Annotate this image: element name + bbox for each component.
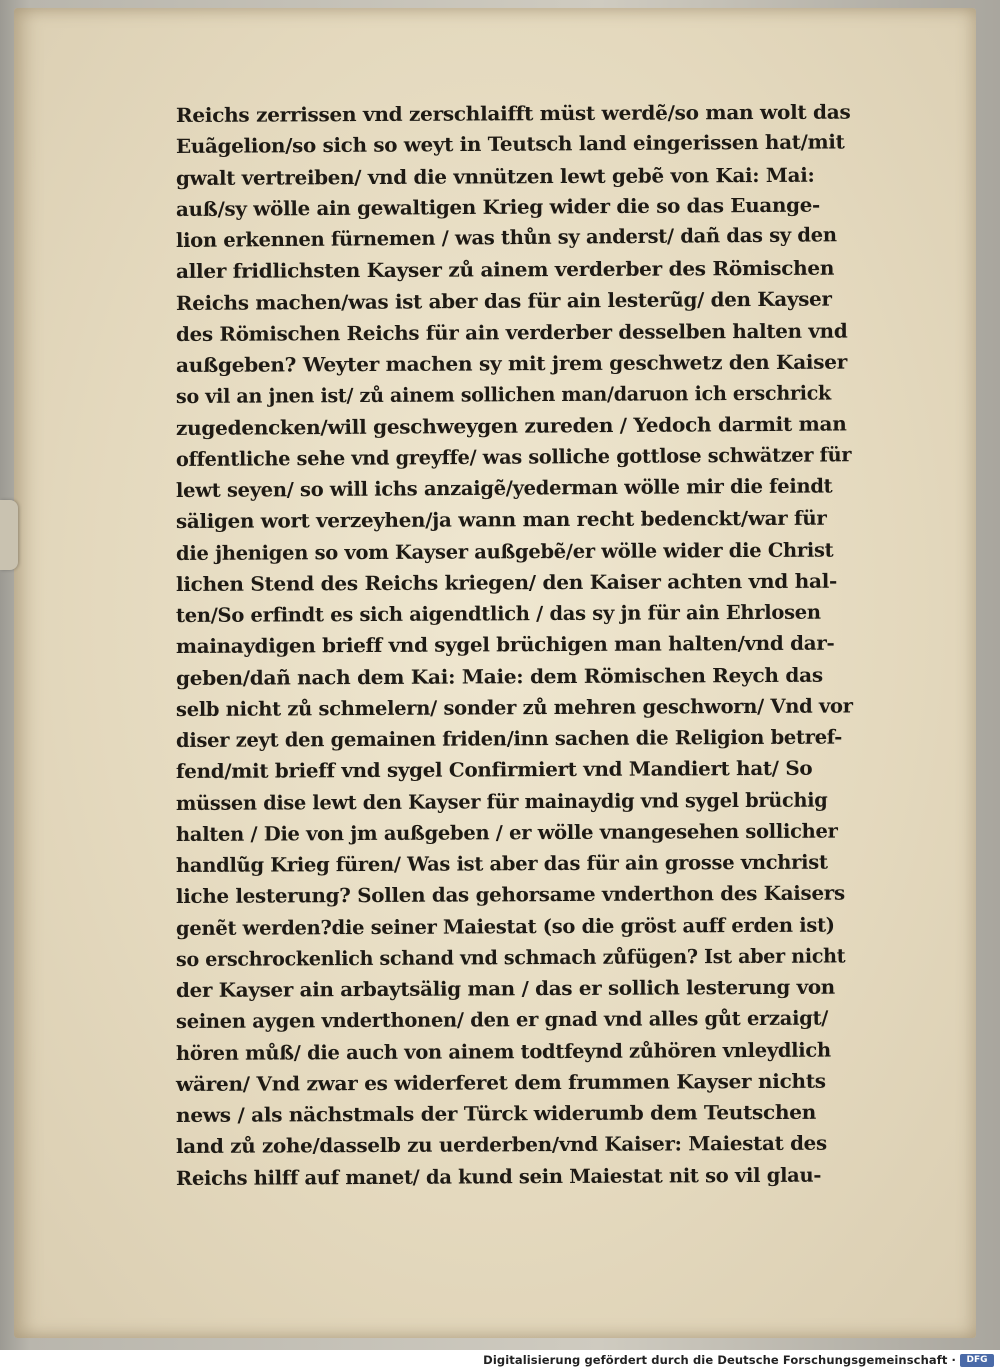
text-line: zugedencken/will geschweygen zureden / Yedoch darmit man <box>175 411 847 440</box>
text-line: hören můß/ die auch von ainem todtfeynd zůhören vnleydlich <box>175 1038 831 1065</box>
text-line: genẽt werden?die seiner Maiestat (so die gröst auff erden ist) <box>175 913 835 940</box>
dfg-logo-icon: DFG <box>960 1354 994 1367</box>
text-line: des Römischen Reichs für ain verderber desselben halten vnd <box>175 319 848 346</box>
text-line: fend/mit brieff vnd sygel Confirmiert vnd Mandiert hat/ So <box>175 756 813 784</box>
text-line: geben/dañ nach dem Kai: Maie: dem Römischen Reych das <box>175 663 823 690</box>
text-line: die jhenigen so vom Kayser außgebẽ/er wölle wider die Christ <box>175 538 834 565</box>
text-line: halten / Die von jm außgeben / er wölle vnangesehen sollicher <box>175 819 838 846</box>
text-line: gwalt vertreiben/ vnd die vnnützen lewt gebẽ von Kai: Mai: <box>175 163 815 190</box>
text-block <box>176 100 902 1194</box>
text-line: ten/So erfindt es sich aigendtlich / das sy jn für ain Ehrlosen <box>175 600 821 627</box>
text-line: handlũg Krieg füren/ Was ist aber das für ain grosse vnchrist <box>175 850 828 877</box>
text-line: außgeben? Weyter machen sy mit jrem geschwetz den Kaiser <box>175 350 848 377</box>
text-line: Reichs hilff auf manet/ da kund sein Maiestat nit so vil glau- <box>175 1163 822 1190</box>
text-line: so erschrockenlich schand vnd schmach zůfügen? Ist aber nicht <box>175 944 846 971</box>
text-line: selb nicht zů schmelern/ sonder zů mehren geschworn/ Vnd vor <box>175 694 853 721</box>
text-line: so vil an jnen ist/ zů ainem sollichen man/daruon ich erschrick <box>175 381 832 409</box>
text-line: lewt seyen/ so will ichs anzaigẽ/yederman wölle mir die feindt <box>175 474 833 502</box>
text-line: Reichs zerrissen vnd zerschlaifft müst werdẽ/so man wolt das <box>175 100 851 127</box>
text-line: Reichs machen/was ist aber das für ain lesterũg/ den Kayser <box>175 287 832 315</box>
text-line: der Kayser ain arbaytsälig man / das er sollich lesterung von <box>175 975 835 1002</box>
text-line: wären/ Vnd zwar es widerferet dem frummen Kayser nichts <box>175 1069 826 1096</box>
text-line: lion erkennen fürnemen / was thůn sy anderst/ dañ das sy den <box>175 223 837 252</box>
text-line: aller fridlichsten Kayser zů ainem verderber des Römischen <box>175 256 835 284</box>
funding-credit: Digitalisierung gefördert durch die Deutsche Forschungsgemeinschaft · <box>483 1353 956 1367</box>
text-line: diser zeyt den gemainen friden/inn sachen die Religion betref- <box>175 725 843 752</box>
text-line: seinen aygen vnderthonen/ den er gnad vnd alles gůt erzaigt/ <box>175 1006 829 1034</box>
text-line: offentliche sehe vnd greyffe/ was solliche gottlose schwätzer für <box>175 442 852 471</box>
page-edge-tab <box>0 500 18 570</box>
text-line: auß/sy wölle ain gewaltigen Krieg wider die so das Euange- <box>175 193 821 221</box>
text-line: müssen dise lewt den Kayser für mainaydig vnd sygel brüchig <box>175 788 828 815</box>
text-line: lichen Stend des Reichs kriegen/ den Kaiser achten vnd hal- <box>175 569 838 596</box>
text-line: liche lesterung? Sollen das gehorsame vnderthon des Kaisers <box>175 881 845 909</box>
text-line: säligen wort verzeyhen/ja wann man recht bedenckt/war für <box>175 506 827 534</box>
text-line: Euãgelion/so sich so weyt in Teutsch land eingerissen hat/mit <box>175 130 845 159</box>
text-line: news / als nächstmals der Türck widerumb dem Teutschen <box>175 1100 817 1127</box>
text-line: mainaydigen brieff vnd sygel brüchigen man halten/vnd dar- <box>175 631 835 659</box>
text-line: land zů zohe/dasselb zu uerderben/vnd Kaiser: Maiestat des <box>175 1131 827 1159</box>
